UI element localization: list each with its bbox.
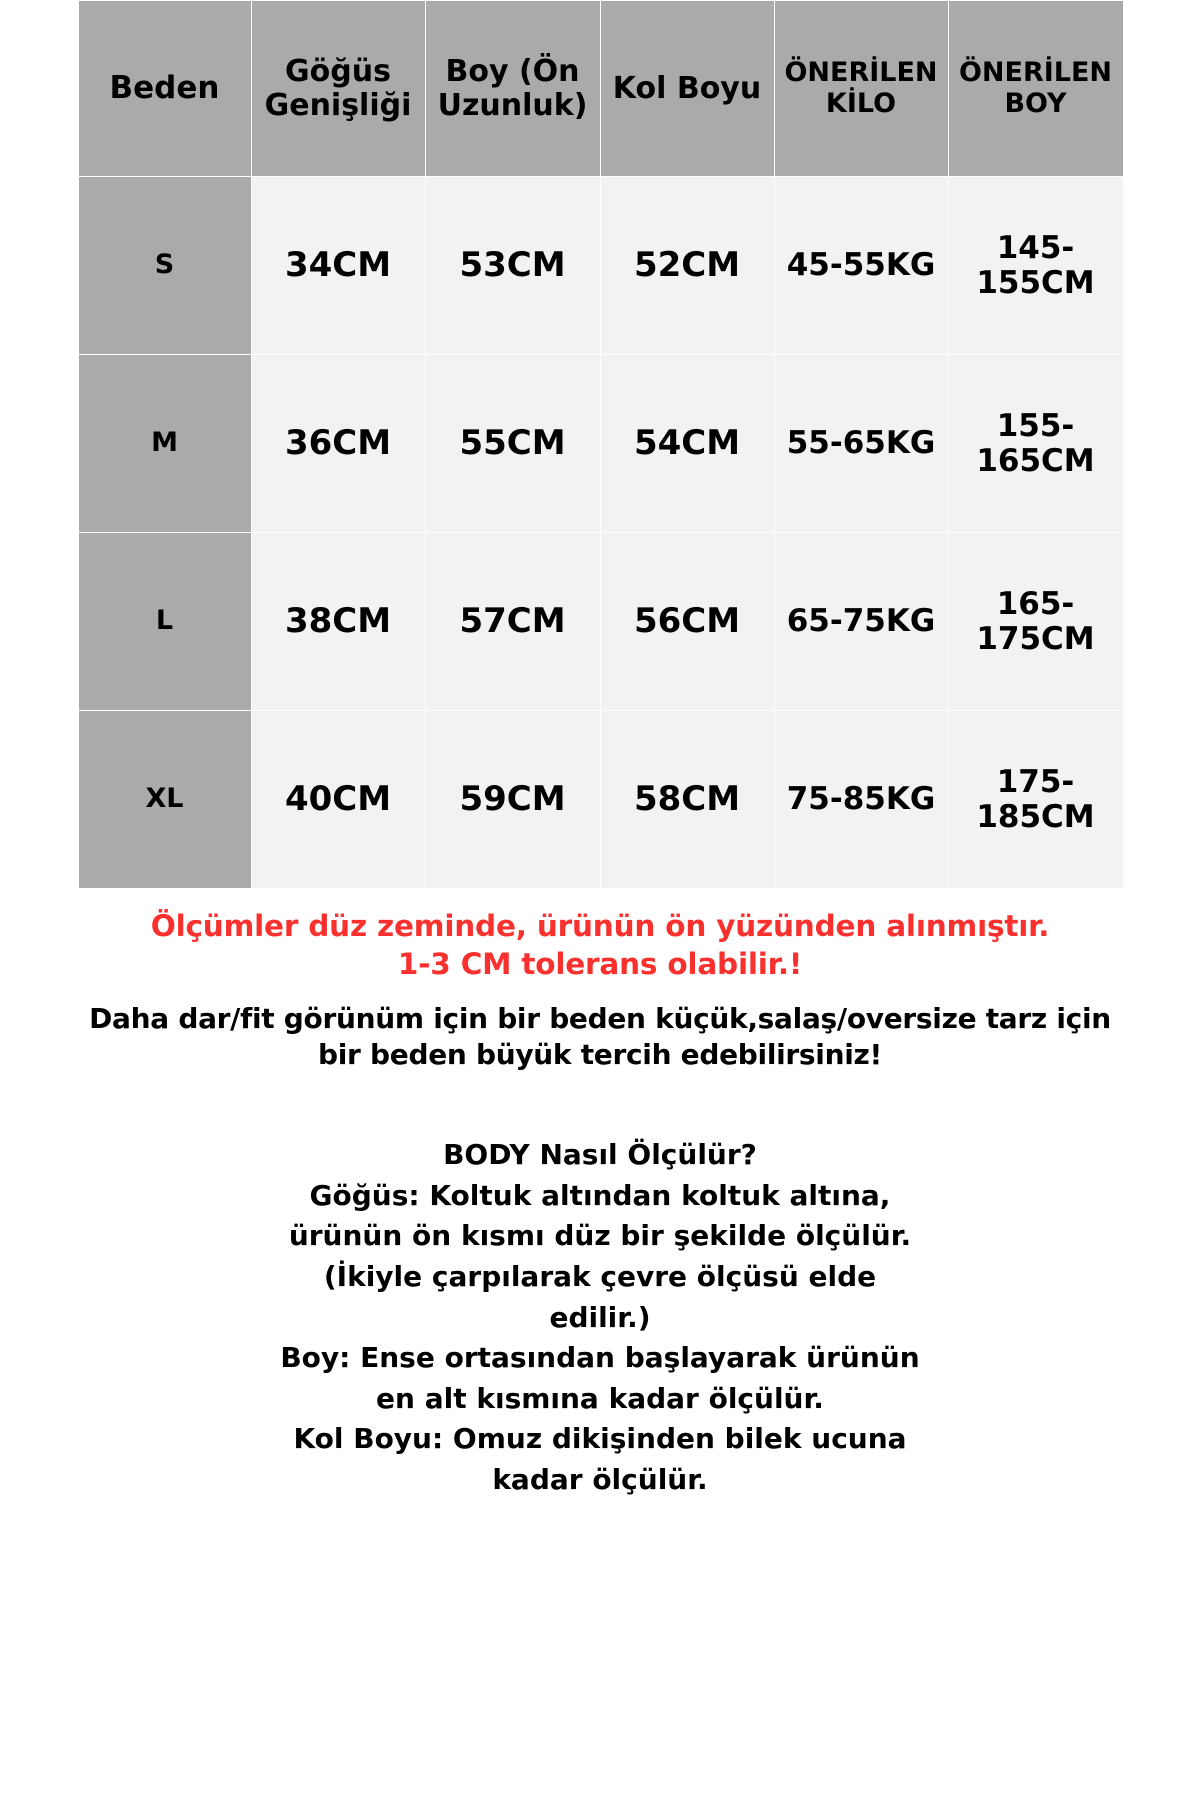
column-header-beden: Beden — [78, 1, 251, 177]
measurement-instruction-line: Kol Boyu: Omuz dikişinden bilek ucuna — [293, 1422, 907, 1456]
cell-sleeve: 58CM — [600, 711, 774, 889]
cell-height: 145-155CM — [948, 177, 1123, 355]
cell-size: XL — [78, 711, 251, 889]
cell-length: 59CM — [425, 711, 600, 889]
measurement-instruction-line: kadar ölçülür. — [492, 1463, 708, 1497]
cell-sleeve: 56CM — [600, 533, 774, 711]
cell-chest: 38CM — [251, 533, 425, 711]
cell-chest: 40CM — [251, 711, 425, 889]
cell-size: S — [78, 177, 251, 355]
column-header-length: Boy (Ön Uzunluk) — [425, 1, 600, 177]
column-header-chest: Göğüs Genişliği — [251, 1, 425, 177]
cell-chest: 34CM — [251, 177, 425, 355]
measurement-instruction-line: (İkiyle çarpılarak çevre ölçüsü elde — [323, 1260, 877, 1294]
cell-length: 57CM — [425, 533, 600, 711]
size-chart-page — [78, 0, 1123, 1501]
cell-weight: 55-65KG — [774, 355, 948, 533]
column-header-weight: ÖNERİLEN KİLO — [774, 1, 948, 177]
measurement-instruction-line: Boy: Ense ortasından başlayarak ürünün — [280, 1341, 920, 1375]
table-row — [78, 533, 1123, 711]
cell-size: L — [78, 533, 251, 711]
measurement-instruction-line: ürünün ön kısmı düz bir şekilde ölçülür. — [288, 1219, 912, 1253]
cell-sleeve: 54CM — [600, 355, 774, 533]
cell-height: 175-185CM — [948, 711, 1123, 889]
cell-size: M — [78, 355, 251, 533]
table-row — [78, 711, 1123, 889]
fit-advice — [78, 1001, 1123, 1074]
fit-advice-line-1: Daha dar/fit görünüm için bir beden küçük,salaş/oversize tarz için — [89, 1001, 1111, 1035]
column-header-sleeve: Kol Boyu — [600, 1, 774, 177]
table-header-row — [78, 1, 1123, 177]
table-row — [78, 177, 1123, 355]
cell-height: 155-165CM — [948, 355, 1123, 533]
cell-height: 165-175CM — [948, 533, 1123, 711]
size-chart-table — [78, 0, 1124, 889]
measurement-instructions — [78, 1135, 1123, 1500]
measurement-instruction-line: en alt kısmına kadar ölçülür. — [376, 1381, 824, 1415]
cell-length: 55CM — [425, 355, 600, 533]
tolerance-warning-line-1: Ölçümler düz zeminde, ürünün ön yüzünden alınmıştır. — [150, 909, 1050, 943]
cell-weight: 65-75KG — [774, 533, 948, 711]
table-body — [78, 177, 1123, 889]
measurement-instruction-line: Göğüs: Koltuk altından koltuk altına, — [309, 1178, 891, 1212]
tolerance-warning-line-2: 1-3 CM tolerans olabilir.! — [397, 946, 803, 981]
table-row — [78, 355, 1123, 533]
fit-advice-line-2: bir beden büyük tercih edebilirsiniz! — [318, 1037, 882, 1071]
cell-weight: 45-55KG — [774, 177, 948, 355]
cell-sleeve: 52CM — [600, 177, 774, 355]
column-header-height: ÖNERİLEN BOY — [948, 1, 1123, 177]
table-header — [78, 1, 1123, 177]
measurement-instruction-line: edilir.) — [549, 1300, 651, 1334]
measurement-instructions-title: BODY Nasıl Ölçülür? — [443, 1138, 757, 1172]
cell-length: 53CM — [425, 177, 600, 355]
cell-weight: 75-85KG — [774, 711, 948, 889]
tolerance-warning — [78, 908, 1123, 984]
cell-chest: 36CM — [251, 355, 425, 533]
